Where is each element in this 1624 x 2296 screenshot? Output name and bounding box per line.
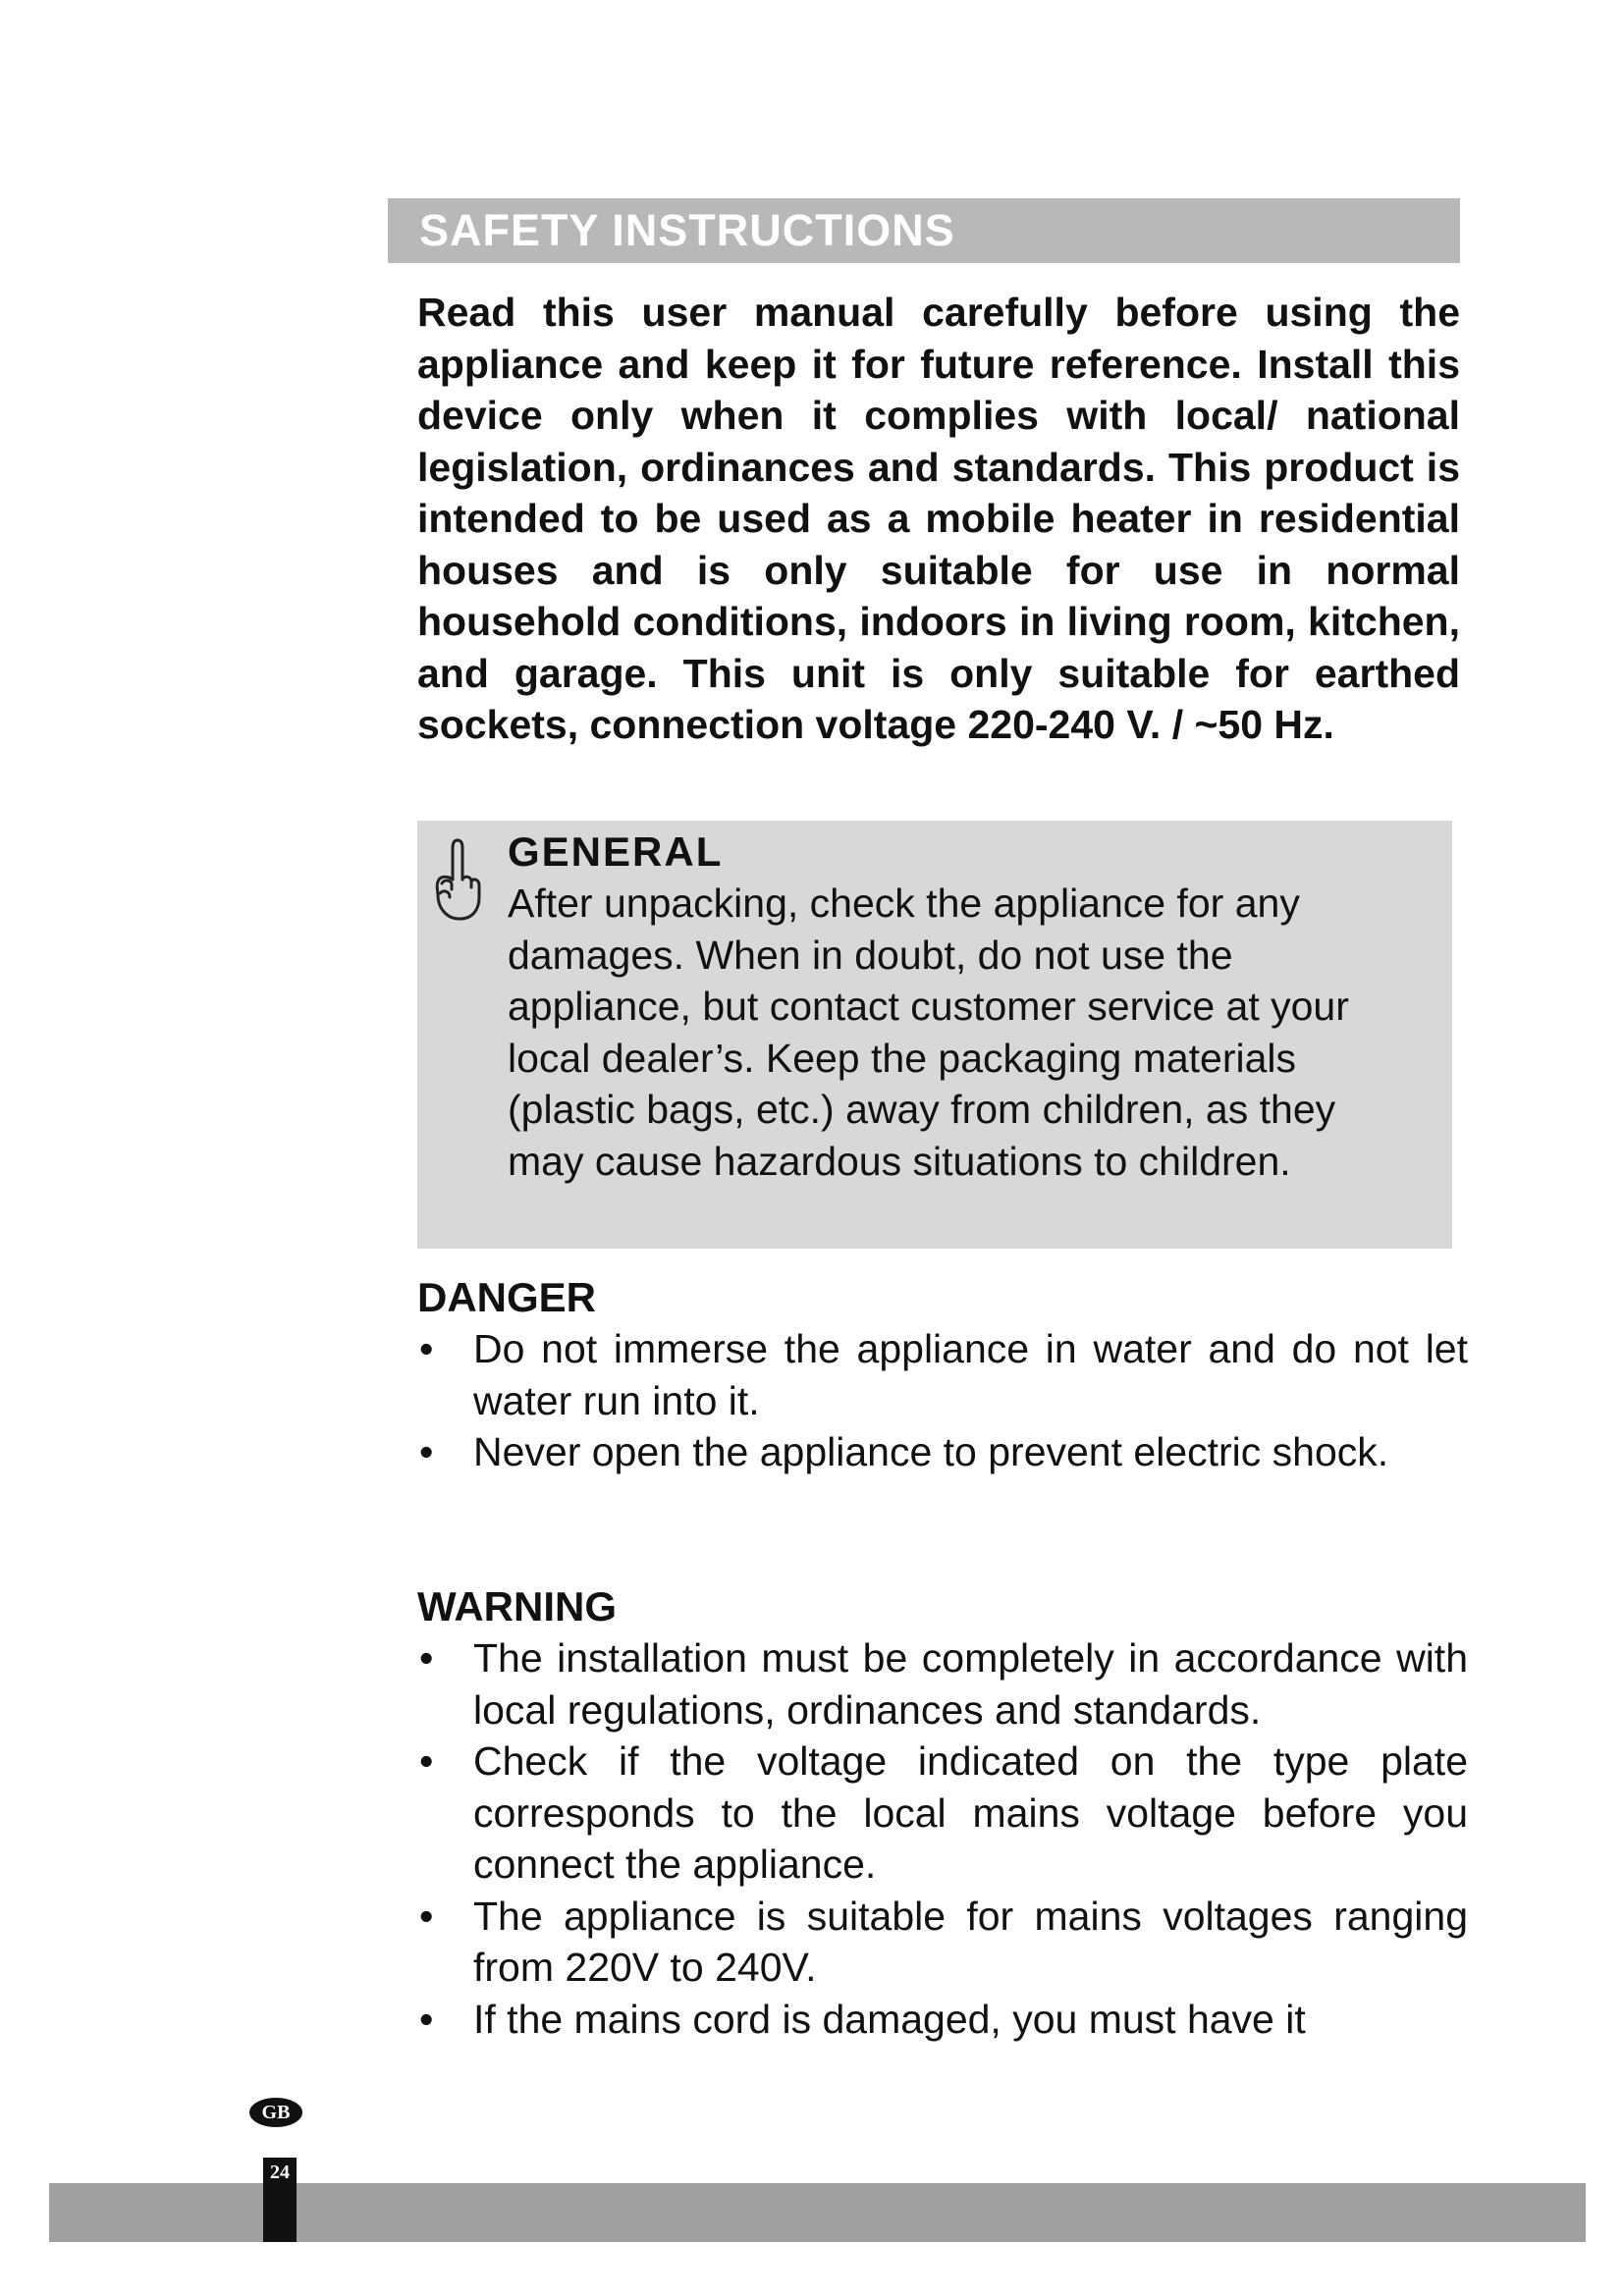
list-item-text: The installation must be completely in accordance with local regulations, ordinances and standards.: [473, 1635, 1468, 1733]
warning-list: [417, 1632, 1468, 2045]
list-item: [417, 1891, 1468, 1994]
bullet: •: [419, 1429, 434, 1474]
bullet: •: [419, 1326, 434, 1371]
danger-title: DANGER: [417, 1274, 597, 1320]
danger-list: [417, 1323, 1468, 1478]
intro-paragraph: Read this user manual carefully before using the appliance and keep it for future reference. Install this device only when it complies with local/ national legislation, ordinances and standards. This product is intended to be used as a mobile heater in residential houses and is only suitable for use in normal household conditions, indoors in living room, kitchen, and garage. This unit is only suitable for earthed sockets, connection voltage 220-240 V. / ~50 Hz.: [417, 290, 1460, 747]
general-notice-box: [417, 821, 1452, 1249]
list-item: [417, 1735, 1468, 1891]
warning-section: [417, 1581, 1468, 2045]
list-item: [417, 1994, 1468, 2046]
danger-section: [417, 1272, 1468, 1478]
bullet: •: [419, 1635, 434, 1681]
page-title: SAFETY INSTRUCTIONS: [419, 205, 955, 255]
list-item-text: The appliance is suitable for mains voltages ranging from 220V to 240V.: [473, 1893, 1468, 1990]
bullet: •: [419, 1893, 434, 1939]
general-text: After unpacking, check the appliance for any damages. When in doubt, do not use the appliance, but contact customer service at your local dealer’s. Keep the packaging materials (plastic bags, etc.) away from children, as they may cause hazardous situations to children.: [508, 881, 1349, 1184]
pointing-hand-icon: [430, 836, 485, 923]
bullet: •: [419, 1996, 434, 2042]
bullet: •: [419, 1738, 434, 1784]
list-item-text: Do not immerse the appliance in water and do not let water run into it.: [473, 1326, 1468, 1423]
list-item: [417, 1323, 1468, 1426]
list-item: [417, 1632, 1468, 1735]
list-item: [417, 1426, 1468, 1478]
list-item-text: Never open the appliance to prevent electric shock.: [473, 1429, 1389, 1474]
page-number: 24: [270, 2162, 290, 2183]
list-item-text: Check if the voltage indicated on the type plate corresponds to the local mains voltage before you connect the appliance.: [473, 1738, 1468, 1887]
page-number-tab: [263, 2158, 297, 2242]
language-badge: GB: [249, 2098, 302, 2127]
section-title-bar: [388, 198, 1460, 263]
list-item-text: If the mains cord is damaged, you must have it: [473, 1996, 1306, 2042]
warning-title: WARNING: [417, 1583, 617, 1629]
general-title: GENERAL: [508, 828, 724, 875]
